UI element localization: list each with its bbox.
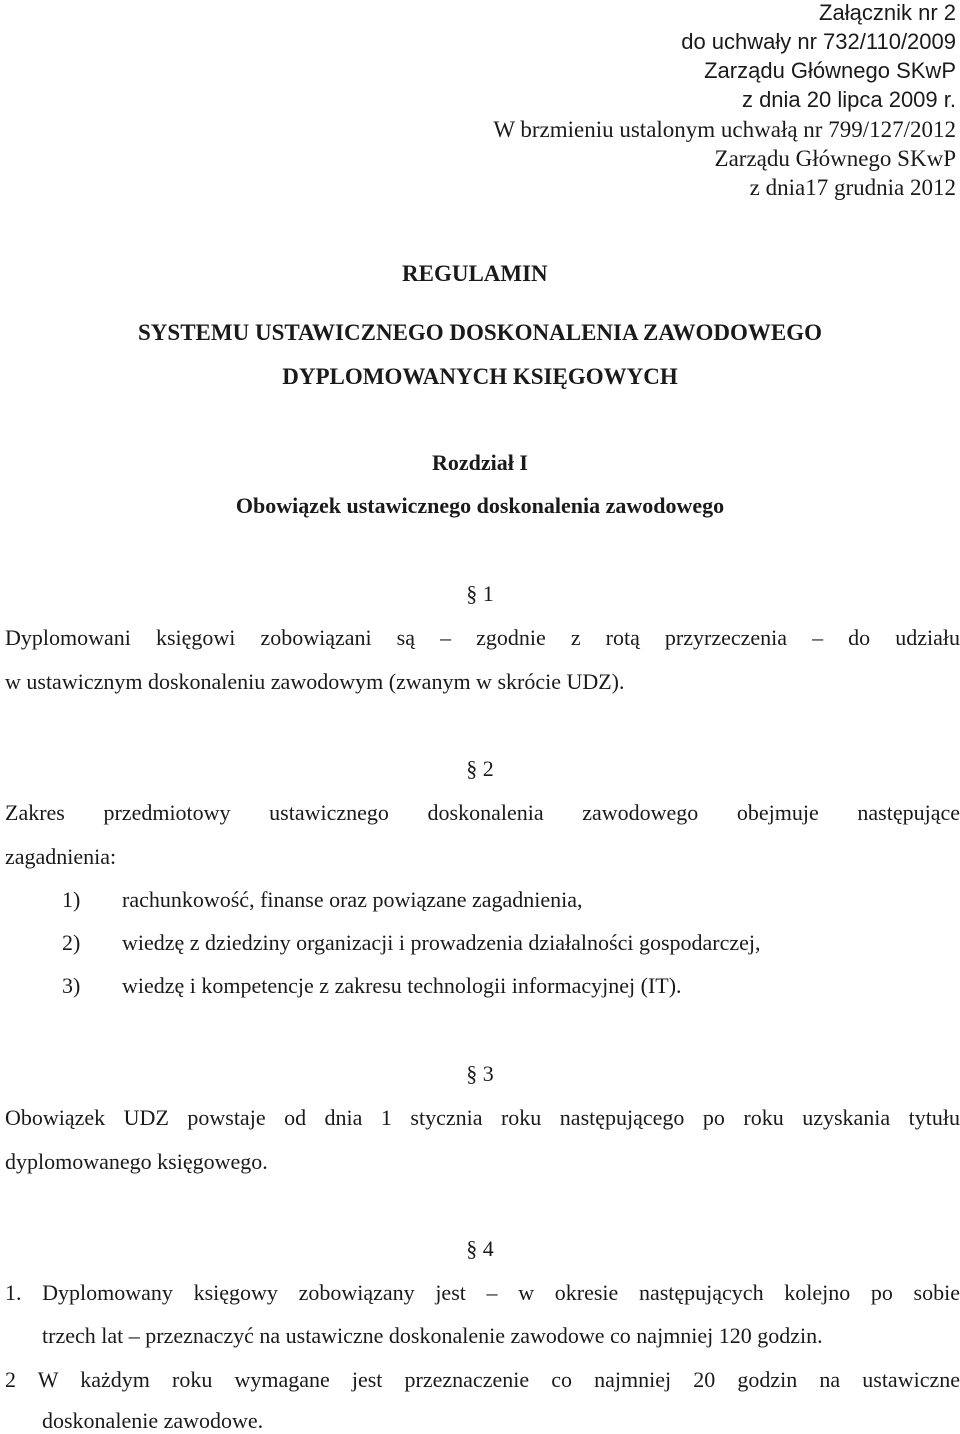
section-4-label: § 4 <box>466 1236 494 1261</box>
section-2-line1: Zakres przedmiotowy ustawicznego doskonalenia zawodowego obejmuje następujące <box>5 800 960 825</box>
section-2-label: § 2 <box>466 756 494 781</box>
attachment-label: Załącznik nr 2 <box>819 0 956 25</box>
section-2-line2: zagadnienia: <box>5 844 117 869</box>
list-item-number: 2) <box>62 930 81 955</box>
section-3-line2: dyplomowanego księgowego. <box>5 1149 268 1174</box>
list-item-text: wiedzę i kompetencje z zakresu technologii informacyjnej (IT). <box>122 973 682 998</box>
list-item-number: 3) <box>62 973 81 998</box>
document-subtitle-line2: DYPLOMOWANYCH KSIĘGOWYCH <box>282 364 678 389</box>
resolution-date: z dnia 20 lipca 2009 r. <box>741 87 956 112</box>
section-3-line1: Obowiązek UDZ powstaje od dnia 1 stycznia roku następującego po roku uzyskania tytułu <box>5 1105 960 1130</box>
section-3-label: § 3 <box>466 1061 494 1086</box>
section-4-point1-line2: trzech lat – przeznaczyć na ustawiczne doskonalenie zawodowe co najmniej 120 godzin. <box>42 1323 823 1348</box>
list-item-number: 1) <box>62 887 81 912</box>
section-4-point2-line1: 2 W każdym roku wymagane jest przeznaczenie co najmniej 20 godzin na ustawiczne <box>5 1367 960 1392</box>
list-item-text: rachunkowość, finanse oraz powiązane zagadnienia, <box>122 887 583 912</box>
amendment-date: z dnia17 grudnia 2012 <box>749 175 956 200</box>
amendment-note: W brzmieniu ustalonym uchwałą nr 799/127/2012 <box>493 117 956 142</box>
document-title: REGULAMIN <box>402 261 548 286</box>
section-4-point2-line2: doskonalenie zawodowe. <box>42 1408 264 1433</box>
section-4-point1-line1: 1. Dyplomowany księgowy zobowiązany jest – w okresie następujących kolejno po sobie <box>5 1280 960 1305</box>
section-1-label: § 1 <box>466 581 494 606</box>
section-1-line2: w ustawicznym doskonaleniu zawodowym (zwanym w skrócie UDZ). <box>5 669 625 694</box>
chapter-number: Rozdział I <box>432 450 528 475</box>
chapter-title: Obowiązek ustawicznego doskonalenia zawodowego <box>235 493 725 518</box>
amendment-board: Zarządu Głównego SKwP <box>714 146 956 171</box>
document-subtitle-line1: SYSTEMU USTAWICZNEGO DOSKONALENIA ZAWODOWEGO <box>138 320 822 345</box>
board-name: Zarządu Głównego SKwP <box>704 58 956 83</box>
section-1-line1: Dyplomowani księgowi zobowiązani są – zgodnie z rotą przyrzeczenia – do udziału <box>5 625 960 650</box>
resolution-number: do uchwały nr 732/110/2009 <box>681 29 956 54</box>
list-item-text: wiedzę z dziedziny organizacji i prowadzenia działalności gospodarczej, <box>122 930 761 955</box>
